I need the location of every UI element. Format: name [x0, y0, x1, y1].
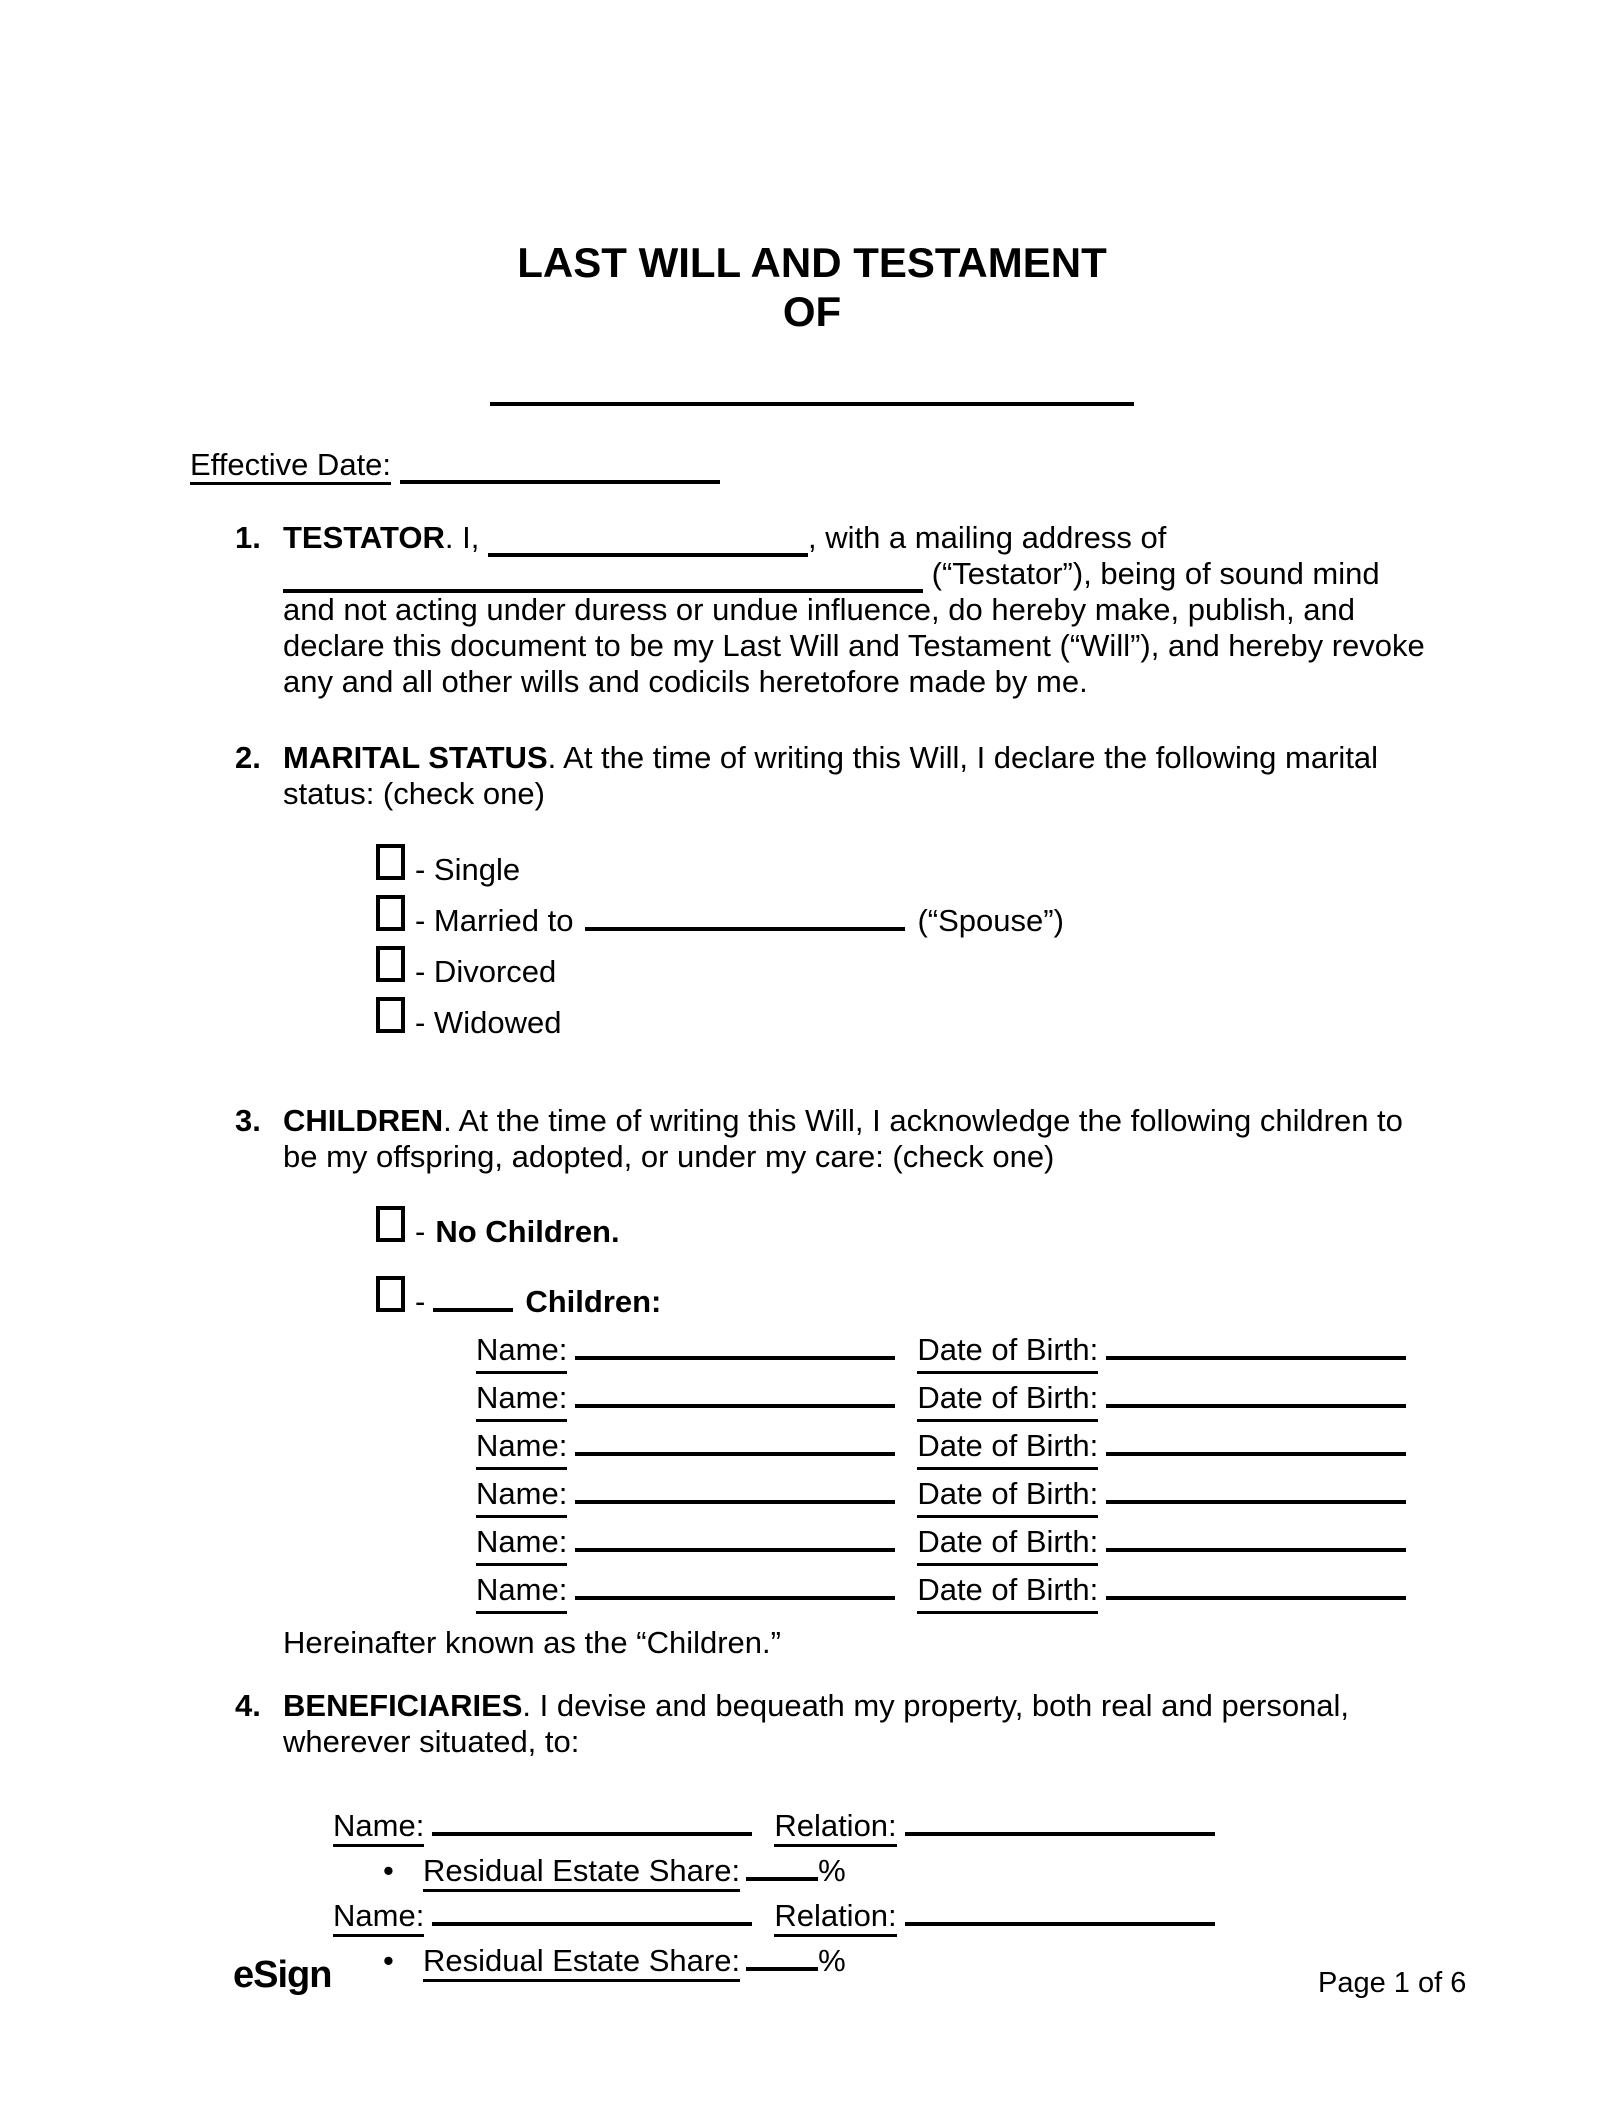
has-children-checkbox[interactable]	[376, 1276, 405, 1312]
section-beneficiaries	[235, 1688, 1434, 1982]
residual-share-label: Residual Estate Share:	[423, 1853, 740, 1892]
section-testator-content	[283, 520, 1434, 700]
child-dob-label: Date of Birth:	[917, 1377, 1098, 1422]
child-row-3	[476, 1422, 1434, 1470]
child-row-1	[476, 1326, 1434, 1374]
divorced-checkbox[interactable]	[376, 946, 405, 982]
marital-option-single	[376, 844, 1434, 888]
title-line-1: LAST WILL AND TESTAMENT	[517, 239, 1107, 286]
beneficiaries-heading: BENEFICIARIES	[283, 1688, 523, 1723]
spouse-name-field[interactable]	[585, 897, 905, 931]
child-name-label: Name:	[476, 1473, 567, 1518]
percent-sign: %	[818, 1943, 846, 1978]
child-name-label: Name:	[476, 1521, 567, 1566]
beneficiary-name-field[interactable]	[432, 1802, 752, 1836]
beneficiary-row-2	[333, 1892, 1434, 1937]
child-row-4	[476, 1470, 1434, 1518]
divorced-label: - Divorced	[415, 954, 557, 989]
child-name-label: Name:	[476, 1569, 567, 1614]
child-name-label: Name:	[476, 1329, 567, 1374]
child-dob-field[interactable]	[1106, 1374, 1406, 1408]
widowed-checkbox[interactable]	[376, 997, 405, 1033]
children-paragraph	[283, 1103, 1434, 1175]
beneficiary-relation-label: Relation:	[774, 1898, 896, 1937]
title-line-2: OF	[782, 288, 842, 335]
marital-paragraph	[283, 740, 1434, 812]
beneficiary-share-row-1	[383, 1847, 1434, 1892]
child-dob-field[interactable]	[1106, 1326, 1406, 1360]
section-children-number: 3.	[235, 1103, 261, 1138]
child-dob-label: Date of Birth:	[917, 1425, 1098, 1470]
effective-date-row	[190, 447, 1434, 483]
section-marital-status	[235, 740, 1434, 1041]
child-dob-field[interactable]	[1106, 1422, 1406, 1456]
child-name-label: Name:	[476, 1425, 567, 1470]
no-children-label: No Children.	[435, 1214, 620, 1249]
document-title	[190, 238, 1434, 336]
beneficiaries-paragraph	[283, 1688, 1434, 1760]
testator-after-name: , with a mailing address of	[807, 520, 1167, 555]
effective-date-field[interactable]	[400, 450, 720, 484]
married-label: - Married to	[415, 903, 574, 938]
no-children-option	[376, 1206, 1434, 1250]
child-dob-label: Date of Birth:	[917, 1473, 1098, 1518]
testator-full-name-field[interactable]	[490, 402, 1134, 406]
beneficiary-relation-field[interactable]	[905, 1802, 1215, 1836]
beneficiaries-body: . I devise and bequeath my property, both real and personal, wherever situated, to:	[283, 1688, 1350, 1759]
child-row-6	[476, 1566, 1434, 1614]
beneficiary-relation-field[interactable]	[905, 1892, 1215, 1926]
percent-sign: %	[818, 1853, 846, 1888]
child-row-2	[476, 1374, 1434, 1422]
child-row-5	[476, 1518, 1434, 1566]
child-name-field[interactable]	[575, 1326, 895, 1360]
children-table	[476, 1326, 1434, 1614]
testator-paragraph	[283, 520, 1434, 700]
section-beneficiaries-content	[283, 1688, 1434, 1982]
child-name-field[interactable]	[575, 1566, 895, 1600]
section-marital-content	[283, 740, 1434, 1041]
esign-logo: eSign	[233, 1954, 332, 1996]
bullet-icon: •	[383, 1853, 394, 1888]
child-dob-label: Date of Birth:	[917, 1569, 1098, 1614]
section-testator-number: 1.	[235, 520, 261, 555]
children-count-field[interactable]	[433, 1278, 513, 1312]
child-name-field[interactable]	[575, 1374, 895, 1408]
residual-share-field[interactable]	[746, 1937, 818, 1971]
residual-share-field[interactable]	[746, 1847, 818, 1881]
children-count-dash: -	[415, 1284, 426, 1319]
testator-after-address: (“Testator”), being of sound mind and not acting under duress or undue influence, do hereby make, publish, and declare this document to be my Last Will and Testament (“Will”), and hereby revoke any and all other wills and codicils heretofore made by me.	[283, 556, 1425, 699]
child-dob-label: Date of Birth:	[917, 1329, 1098, 1374]
beneficiary-name-label: Name:	[333, 1898, 424, 1937]
married-checkbox[interactable]	[376, 895, 405, 931]
marital-body: . At the time of writing this Will, I declare the following marital status: (check one)	[283, 740, 1379, 811]
hereinafter-note: Hereinafter known as the “Children.”	[283, 1625, 781, 1660]
has-children-option	[376, 1276, 1434, 1320]
children-count-label: Children:	[525, 1284, 662, 1319]
beneficiary-row-1	[333, 1802, 1434, 1847]
no-children-checkbox[interactable]	[376, 1206, 405, 1242]
children-heading: CHILDREN	[283, 1103, 444, 1138]
section-children-content	[283, 1103, 1434, 1661]
testator-name-field[interactable]	[488, 523, 808, 557]
no-children-dash: -	[415, 1214, 426, 1249]
marital-options	[376, 844, 1434, 1041]
marital-heading: MARITAL STATUS	[283, 740, 548, 775]
beneficiary-name-label: Name:	[333, 1808, 424, 1847]
single-checkbox[interactable]	[376, 844, 405, 880]
child-name-field[interactable]	[575, 1518, 895, 1552]
testator-heading: TESTATOR	[283, 520, 445, 555]
bullet-icon: •	[383, 1943, 394, 1978]
widowed-label: - Widowed	[415, 1005, 562, 1040]
children-body: . At the time of writing this Will, I acknowledge the following children to be my offspring, adopted, or under my care: (check one)	[283, 1103, 1403, 1174]
marital-option-divorced	[376, 946, 1434, 990]
spouse-suffix-label: (“Spouse”)	[917, 903, 1064, 938]
beneficiary-entries	[333, 1802, 1434, 1982]
beneficiary-share-row-2	[383, 1937, 1434, 1982]
beneficiary-relation-label: Relation:	[774, 1808, 896, 1847]
child-dob-field[interactable]	[1106, 1470, 1406, 1504]
section-testator	[235, 520, 1434, 700]
section-beneficiaries-number: 4.	[235, 1688, 261, 1723]
child-name-label: Name:	[476, 1377, 567, 1422]
child-dob-label: Date of Birth:	[917, 1521, 1098, 1566]
section-children	[235, 1103, 1434, 1661]
child-name-field[interactable]	[575, 1422, 895, 1456]
page-number: Page 1 of 6	[1318, 1967, 1467, 1999]
mailing-address-field[interactable]	[283, 559, 923, 593]
effective-date-label: Effective Date:	[190, 447, 391, 485]
marital-option-married	[376, 895, 1434, 939]
residual-share-label: Residual Estate Share:	[423, 1943, 740, 1982]
beneficiary-name-field[interactable]	[432, 1892, 752, 1926]
child-dob-field[interactable]	[1106, 1566, 1406, 1600]
marital-option-widowed	[376, 997, 1434, 1041]
single-label: - Single	[415, 852, 521, 887]
child-dob-field[interactable]	[1106, 1518, 1406, 1552]
child-name-field[interactable]	[575, 1470, 895, 1504]
section-marital-number: 2.	[235, 740, 261, 775]
testator-lead-in: . I,	[444, 520, 480, 555]
